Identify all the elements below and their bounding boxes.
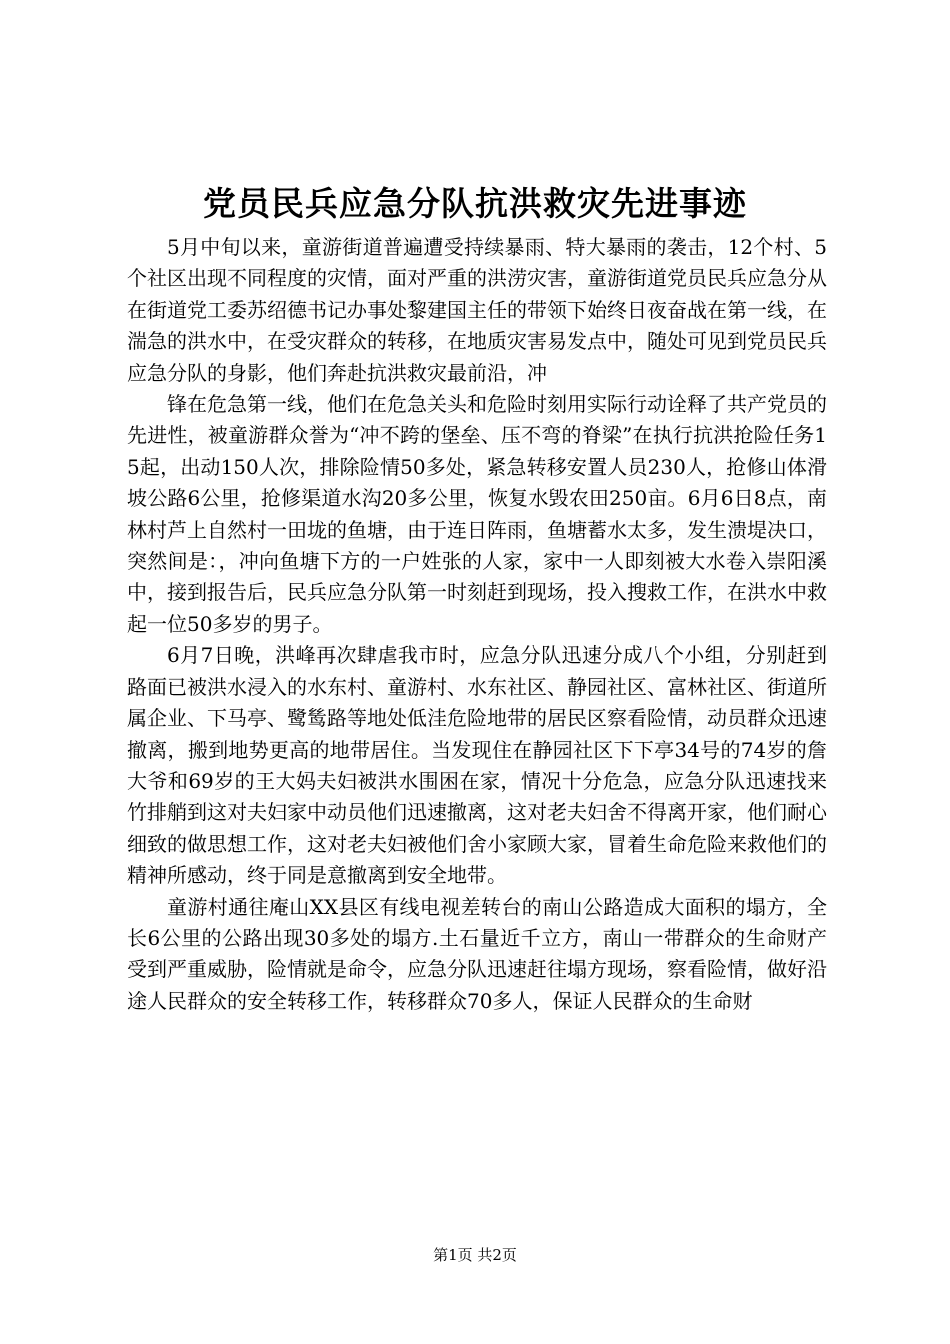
paragraph-3: 6月7日晚，洪峰再次肆虐我市时，应急分队迅速分成八个小组，分别赶到路面已被洪水浸入的水东村、童游村、水东社区、静园社区、富林社区、街道所属企业、下马亭、鹭鸶路等地处低洼危险地带的居民区察看险情，动员群众迅速撤离，搬到地势更高的地带居住。当发现住在静园社区下下亭34号的74岁的詹大爷和69岁的王大妈夫妇被洪水围困在家，情况十分危急，应急分队迅速找来竹排艄到这对夫妇家中动员他们迅速撤离，这对老夫妇舍不得离开家，他们耐心细致的做思想工作，这对老夫妇被他们舍小家顾大家，冒着生命危险来救他们的精神所感动，终于同是意撤离到安全地带。 xyxy=(127,643,827,888)
paragraph-1: 5月中旬以来，童游街道普遍遭受持续暴雨、特大暴雨的袭击，12个村、5个社区出现不同程度的灾情，面对严重的洪涝灾害，童游街道党员民兵应急分从在街道党工委苏绍德书记办事处黎建国主任的带领下始终日夜奋战在第一线，在湍急的洪水中，在受灾群众的转移，在地质灾害易发点中，随处可见到党员民兵应急分队的身影，他们奔赴抗洪救灾最前沿，冲 xyxy=(127,235,827,385)
document-body xyxy=(127,232,827,1017)
paragraph-4: 童游村通往庵山XX县区有线电视差转台的南山公路造成大面积的塌方，全长6公里的公路出现30多处的塌方.土石量近千立方，南山一带群众的生命财产受到严重威胁，险情就是命令，应急分队迅速赶往塌方现场，察看险情，做好沿途人民群众的安全转移工作，转移群众70多人，保证人民群众的生命财 xyxy=(127,894,827,1013)
page-footer: 第1页 共2页 xyxy=(433,1246,517,1264)
paragraph-2: 锋在危急第一线，他们在危急关头和危险时刻用实际行动诠释了共产党员的先进性，被童游群众誉为“冲不跨的堡垒、压不弯的脊梁”在执行抗洪抢险任务15起，出动150人次，排除险情50多处，紧急转移安置人员230人，抢修山体滑坡公路6公里，抢修渠道水沟20多公里，恢复水毁农田250亩。6月6日8点，南林村芦上自然村一田垅的鱼塘，由于连日阵雨，鱼塘蓄水太多，发生溃堤决口，突然间是：，冲向鱼塘下方的一户姓张的人家，家中一人即刻被大水卷入崇阳溪中，接到报告后，民兵应急分队第一时刻赶到现场，投入搜救工作，在洪水中救起一位50多岁的男子。 xyxy=(127,392,827,636)
document-title: 党员民兵应急分队抗洪救灾先进事迹 xyxy=(203,184,747,223)
